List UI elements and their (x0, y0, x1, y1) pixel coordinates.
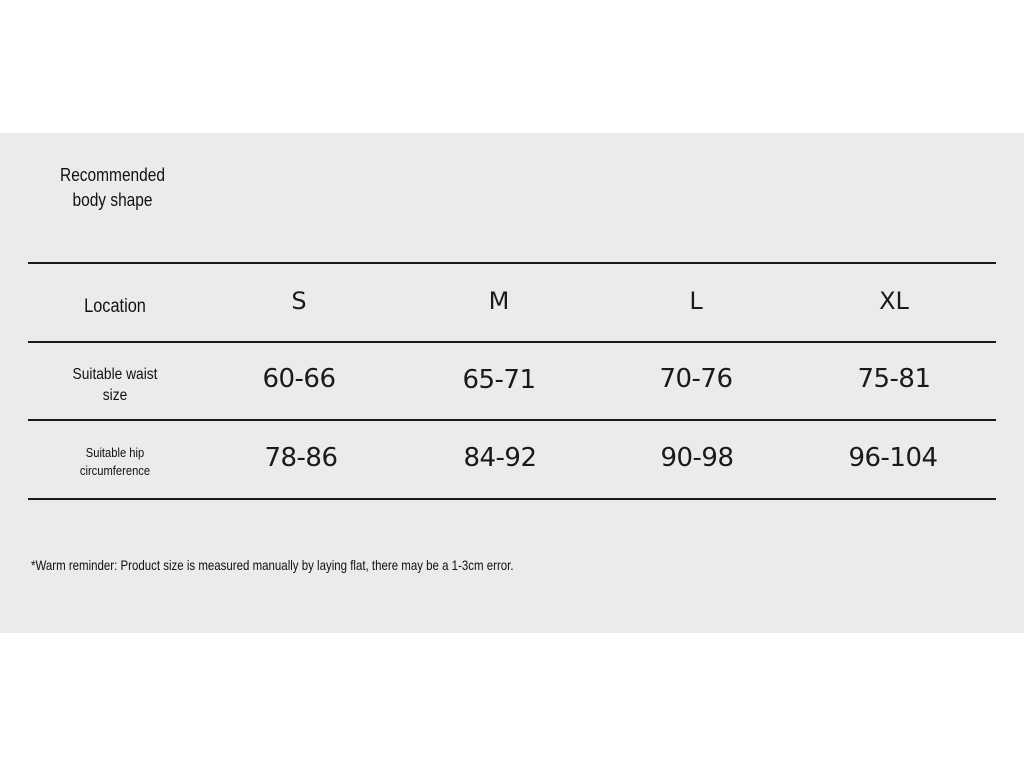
hip-value-xl: 96-104 (848, 443, 938, 473)
size-chart-panel (0, 133, 1024, 633)
warm-reminder-note: *Warm reminder: Product size is measured manually by laying flat, there may be a 1-3cm error. (31, 557, 514, 573)
chart-title (50, 163, 175, 213)
table-bottom-rule (28, 498, 996, 500)
row-label-waist-line2: size (102, 387, 128, 404)
chart-title-line2: body shape (72, 190, 153, 210)
column-header-location: Location (84, 296, 146, 317)
header-row-rule (28, 341, 996, 343)
row-label-waist (51, 364, 180, 406)
table-top-rule (28, 262, 996, 264)
column-header-xl: XL (879, 287, 909, 315)
chart-title-line1: Recommended (60, 165, 165, 185)
row-label-hip (51, 444, 180, 480)
waist-value-s: 60-66 (262, 364, 336, 394)
row-label-hip-line2: circumference (79, 463, 151, 478)
row-label-hip-line1: Suitable hip (85, 445, 145, 460)
hip-value-s: 78-86 (264, 443, 338, 473)
hip-value-l: 90-98 (660, 443, 734, 473)
row-label-waist-line1: Suitable waist (72, 366, 158, 383)
column-header-s: S (291, 287, 307, 315)
waist-value-m: 65-71 (462, 365, 536, 395)
waist-value-xl: 75-81 (857, 364, 931, 394)
column-header-m: M (488, 287, 510, 315)
column-header-l: L (689, 287, 703, 315)
waist-value-l: 70-76 (659, 364, 733, 394)
waist-row-rule (28, 419, 996, 421)
hip-value-m: 84-92 (463, 443, 537, 473)
